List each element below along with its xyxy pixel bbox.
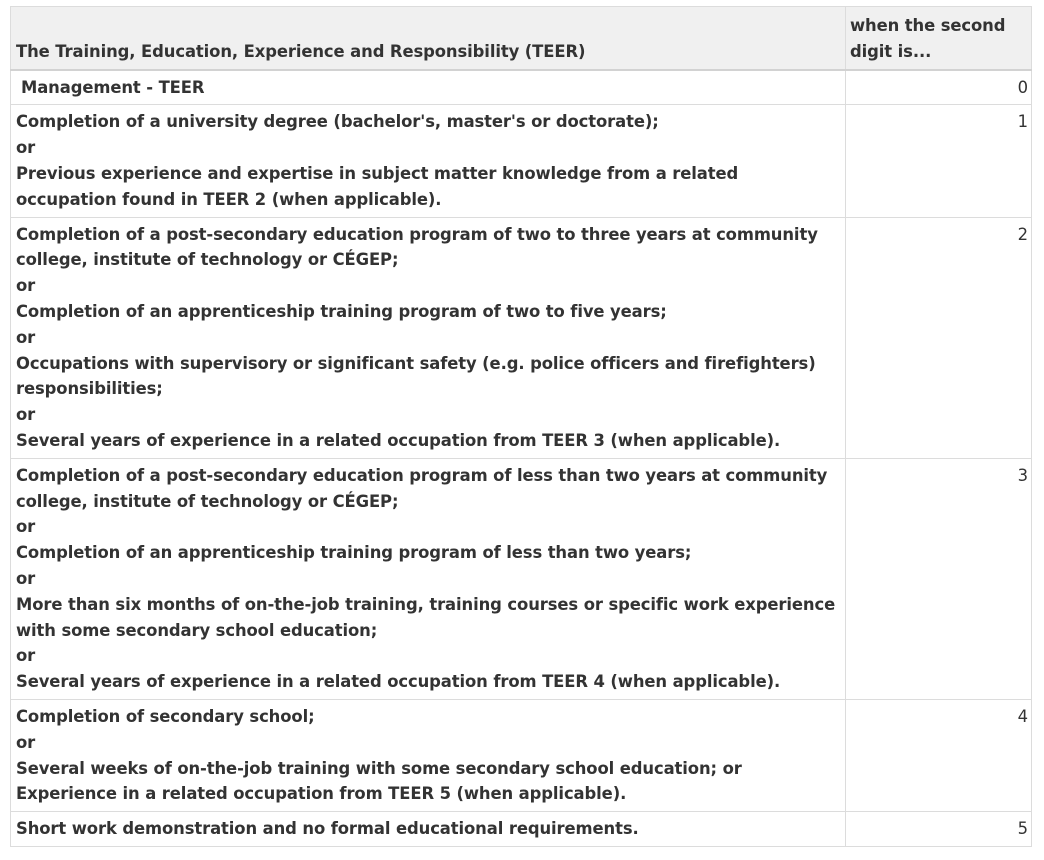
teer-requirements-cell xyxy=(11,70,846,105)
header-teer-description: The Training, Education, Experience and Responsibility (TEER) xyxy=(11,7,846,70)
teer-requirements-cell xyxy=(11,105,846,217)
or-separator: or xyxy=(16,646,36,666)
requirement-text: Management - TEER xyxy=(21,77,205,97)
teer-requirements-cell xyxy=(11,812,846,847)
teer-requirements-cell xyxy=(11,699,846,811)
or-separator: or xyxy=(16,276,36,296)
or-separator: or xyxy=(16,517,36,537)
requirement-text: Several years of experience in a related occupation from TEER 4 (when applicable). xyxy=(16,672,781,692)
requirement-text: Short work demonstration and no formal educational requirements. xyxy=(16,819,639,839)
second-digit-cell: 3 xyxy=(846,458,1032,699)
table-header xyxy=(11,7,1032,70)
or-separator: or xyxy=(16,138,36,158)
requirement-text: Completion of an apprenticeship training program of two to five years; xyxy=(16,301,667,321)
teer-table-container xyxy=(10,6,1031,847)
requirement-text: More than six months of on-the-job training, training courses or specific work experience with some secondary school education; xyxy=(16,594,836,640)
table-body xyxy=(11,70,1032,847)
teer-requirements-cell xyxy=(11,217,846,458)
second-digit-cell: 5 xyxy=(846,812,1032,847)
table-row xyxy=(11,458,1032,699)
table-row xyxy=(11,812,1032,847)
table-row xyxy=(11,105,1032,217)
or-separator: or xyxy=(16,327,36,347)
second-digit-cell: 4 xyxy=(846,699,1032,811)
requirement-text: Several years of experience in a related occupation from TEER 3 (when applicable). xyxy=(16,430,781,450)
requirement-text: Several weeks of on-the-job training with some secondary school education; or xyxy=(16,758,742,778)
second-digit-cell: 2 xyxy=(846,217,1032,458)
second-digit-cell: 1 xyxy=(846,105,1032,217)
or-separator: or xyxy=(16,732,36,752)
teer-requirements-cell xyxy=(11,458,846,699)
requirement-text: Completion of a post-secondary education program of two to three years at community college, institute of technology or CÉGEP; xyxy=(16,224,818,270)
table-row xyxy=(11,699,1032,811)
requirement-text: Previous experience and expertise in subject matter knowledge from a related occupation found in TEER 2 (when applicable). xyxy=(16,163,739,209)
requirement-text: Completion of secondary school; xyxy=(16,706,315,726)
header-second-digit: when the second digit is... xyxy=(846,7,1032,70)
requirement-text: Completion of a university degree (bachelor's, master's or doctorate); xyxy=(16,112,659,132)
or-separator: or xyxy=(16,405,36,425)
or-separator: or xyxy=(16,568,36,588)
teer-table xyxy=(10,6,1032,847)
requirement-text: Completion of a post-secondary education program of less than two years at community college, institute of technology or CÉGEP; xyxy=(16,465,828,511)
second-digit-cell: 0 xyxy=(846,70,1032,105)
table-row xyxy=(11,70,1032,105)
requirement-text: Experience in a related occupation from TEER 5 (when applicable). xyxy=(16,784,627,804)
header-row xyxy=(11,7,1032,70)
requirement-text: Completion of an apprenticeship training program of less than two years; xyxy=(16,543,692,563)
table-row xyxy=(11,217,1032,458)
requirement-text: Occupations with supervisory or significant safety (e.g. police officers and firefighters) responsibilities; xyxy=(16,353,816,399)
